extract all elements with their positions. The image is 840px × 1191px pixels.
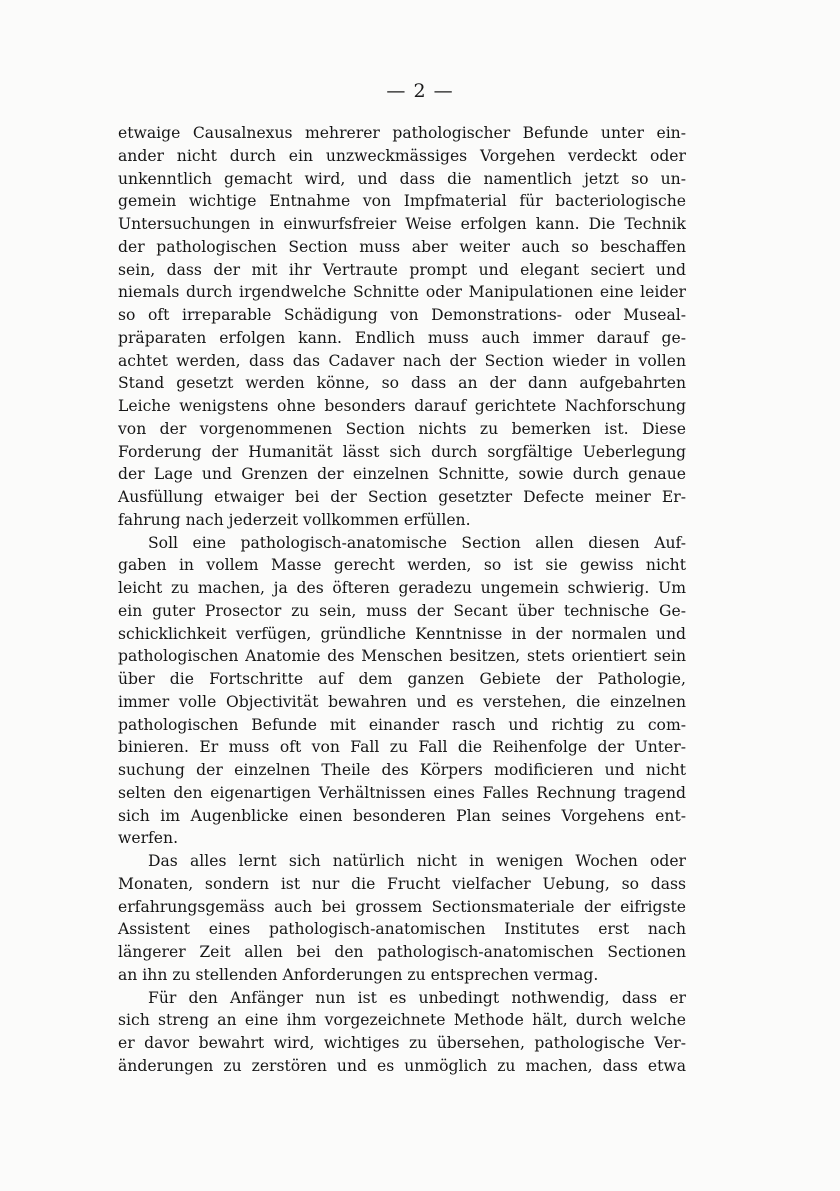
text-line: so oft irreparable Schädigung von Demonstrations- oder Museal- (118, 306, 686, 324)
text-line: immer volle Objectivität bewahren und es verstehen, die einzelnen (118, 692, 686, 711)
text-line: Untersuchungen in einwurfsfreier Weise erfolgen kann. Die Technik (118, 215, 686, 233)
text-line: werfen. (118, 829, 179, 848)
text-line: sich im Augenblicke einen besonderen Plan seines Vorgehens ent- (118, 806, 686, 825)
text-line: über die Fortschritte auf dem ganzen Gebiete der Pathologie, (118, 670, 686, 688)
text-line: suchung der einzelnen Theile des Körpers modificieren und nicht (118, 761, 686, 779)
body-text (118, 122, 686, 1078)
text-line: an ihn zu stellenden Anforderungen zu entsprechen vermag. (118, 965, 599, 984)
text-line: längerer Zeit allen bei den pathologisch-anatomischen Sectionen (118, 943, 686, 961)
text-line: erfahrungsgemäss auch bei grossem Sectionsmateriale der eifrigste (118, 897, 686, 916)
text-line: schicklichkeit verfügen, gründliche Kenntnisse in der normalen und (118, 624, 686, 643)
text-line: sein, dass der mit ihr Vertraute prompt und elegant seciert und (118, 260, 686, 279)
text-line: binieren. Er muss oft von Fall zu Fall die Reihenfolge der Unter- (118, 738, 686, 757)
paragraph (118, 850, 686, 987)
text-line: niemals durch irgendwelche Schnitte oder Manipulationen eine leider (118, 283, 686, 302)
text-line: änderungen zu zerstören und es unmöglich zu machen, dass etwa (118, 1056, 686, 1075)
text-line: achtet werden, dass das Cadaver nach der Section wieder in vollen (118, 351, 686, 370)
page-number-header: — 2 — (386, 80, 454, 102)
text-line: Für den Anfänger nun ist es unbedingt nothwendig, dass er (148, 988, 686, 1007)
text-line: sich streng an eine ihm vorgezeichnete Methode hält, durch welche (118, 1011, 686, 1030)
text-line: Monaten, sondern ist nur die Frucht vielfacher Uebung, so dass (118, 874, 686, 893)
text-line: gemein wichtige Entnahme von Impfmaterial für bacteriologische (118, 192, 686, 211)
text-line: Assistent eines pathologisch-anatomischen Institutes erst nach (118, 920, 686, 939)
paragraph (118, 122, 686, 532)
paragraph (118, 532, 686, 851)
text-line: gaben in vollem Masse gerecht werden, so ist sie gewiss nicht (118, 556, 686, 575)
text-line: der pathologischen Section muss aber weiter auch so beschaffen (118, 237, 686, 256)
text-line: Ausfüllung etwaiger bei der Section gesetzter Defecte meiner Er- (118, 488, 686, 506)
text-line: Leiche wenigstens ohne besonders darauf gerichtete Nachforschung (118, 397, 686, 415)
text-line: von der vorgenommenen Section nichts zu bemerken ist. Diese (118, 419, 686, 438)
text-line: leicht zu machen, ja des öfteren geradezu ungemein schwierig. Um (118, 579, 686, 597)
text-line: unkenntlich gemacht wird, und dass die namentlich jetzt so un- (118, 169, 686, 188)
text-line: etwaige Causalnexus mehrerer pathologischer Befunde unter ein- (118, 124, 686, 142)
text-line: er davor bewahrt wird, wichtiges zu übersehen, pathologische Ver- (118, 1034, 686, 1052)
text-line: ander nicht durch ein unzweckmässiges Vorgehen verdeckt oder (118, 146, 686, 165)
text-line: präparaten erfolgen kann. Endlich muss auch immer darauf ge- (118, 328, 686, 347)
text-line: pathologischen Anatomie des Menschen besitzen, stets orientiert sein (118, 647, 686, 666)
text-line: Das alles lernt sich natürlich nicht in wenigen Wochen oder (148, 852, 686, 870)
text-line: selten den eigenartigen Verhältnissen eines Falles Rechnung tragend (118, 783, 686, 802)
text-line: ein guter Prosector zu sein, muss der Secant über technische Ge- (118, 601, 686, 620)
text-line: pathologischen Befunde mit einander rasch und richtig zu com- (118, 715, 686, 734)
text-line: fahrung nach jederzeit vollkommen erfüllen. (118, 510, 471, 529)
text-line: der Lage und Grenzen der einzelnen Schnitte, sowie durch genaue (118, 465, 686, 484)
text-line: Stand gesetzt werden könne, so dass an der dann aufgebahrten (118, 374, 686, 393)
text-line: Soll eine pathologisch-anatomische Section allen diesen Auf- (148, 533, 686, 552)
paragraph (118, 987, 686, 1078)
text-line: Forderung der Humanität lässt sich durch sorgfältige Ueberlegung (118, 442, 686, 461)
